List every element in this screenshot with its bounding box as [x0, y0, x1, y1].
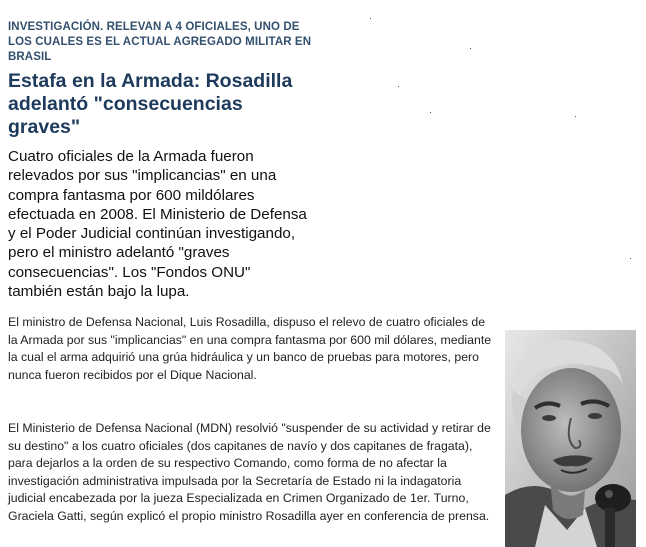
scan-speck	[430, 112, 431, 113]
scan-speck	[575, 116, 576, 117]
article-paragraph: El ministro de Defensa Nacional, Luis Rosadilla, dispuso el relevo de cuatro oficiales de la Armada por sus "implicancias" en una compra fantasma por 600 mil dólares, mediante la cual el arma adquirió una grúa hidráulica y un banco de pruebas para motores, pero nunca fueron recibidos por el Dique Nacional.	[8, 315, 492, 382]
scan-speck	[370, 18, 371, 19]
article-photo	[505, 330, 636, 547]
portrait-image	[505, 330, 636, 547]
article-kicker: INVESTIGACIÓN. RELEVAN A 4 OFICIALES, UNO DE LOS CUALES ES EL ACTUAL AGREGADO MILITAR EN BRASIL	[8, 21, 312, 63]
scan-speck	[470, 48, 471, 49]
article-paragraph: El Ministerio de Defensa Nacional (MDN) resolvió "suspender de su actividad y retirar de su destino" a los cuatro oficiales (dos capitanes de navío y dos capitanes de fragata), para dejarlos a la orden de su respectivo Comando, como forma de no afectar la investigación administrativa impulsada por la Secretaría de Estado ni la indagatoria judicial encabezada por la jueza Especializada en Crimen Organizado de 1er. Turno, Graciela Gatti, según explicó el propio ministro Rosadilla ayer en conferencia de prensa.	[8, 421, 491, 523]
scan-speck	[630, 258, 631, 259]
article-headline[interactable]: Estafa en la Armada: Rosadilla adelantó "consecuencias graves"	[8, 70, 293, 138]
article-lead: Cuatro oficiales de la Armada fueron relevados por sus "implicancias" en una compra fantasma por 600 mildólares efectuada en 2008. El Ministerio de Defensa y el Poder Judicial continúan investigando, pero el ministro adelantó "graves consecuencias". Los "Fondos ONU" también están bajo la lupa.	[8, 148, 307, 301]
scan-speck	[398, 86, 399, 87]
